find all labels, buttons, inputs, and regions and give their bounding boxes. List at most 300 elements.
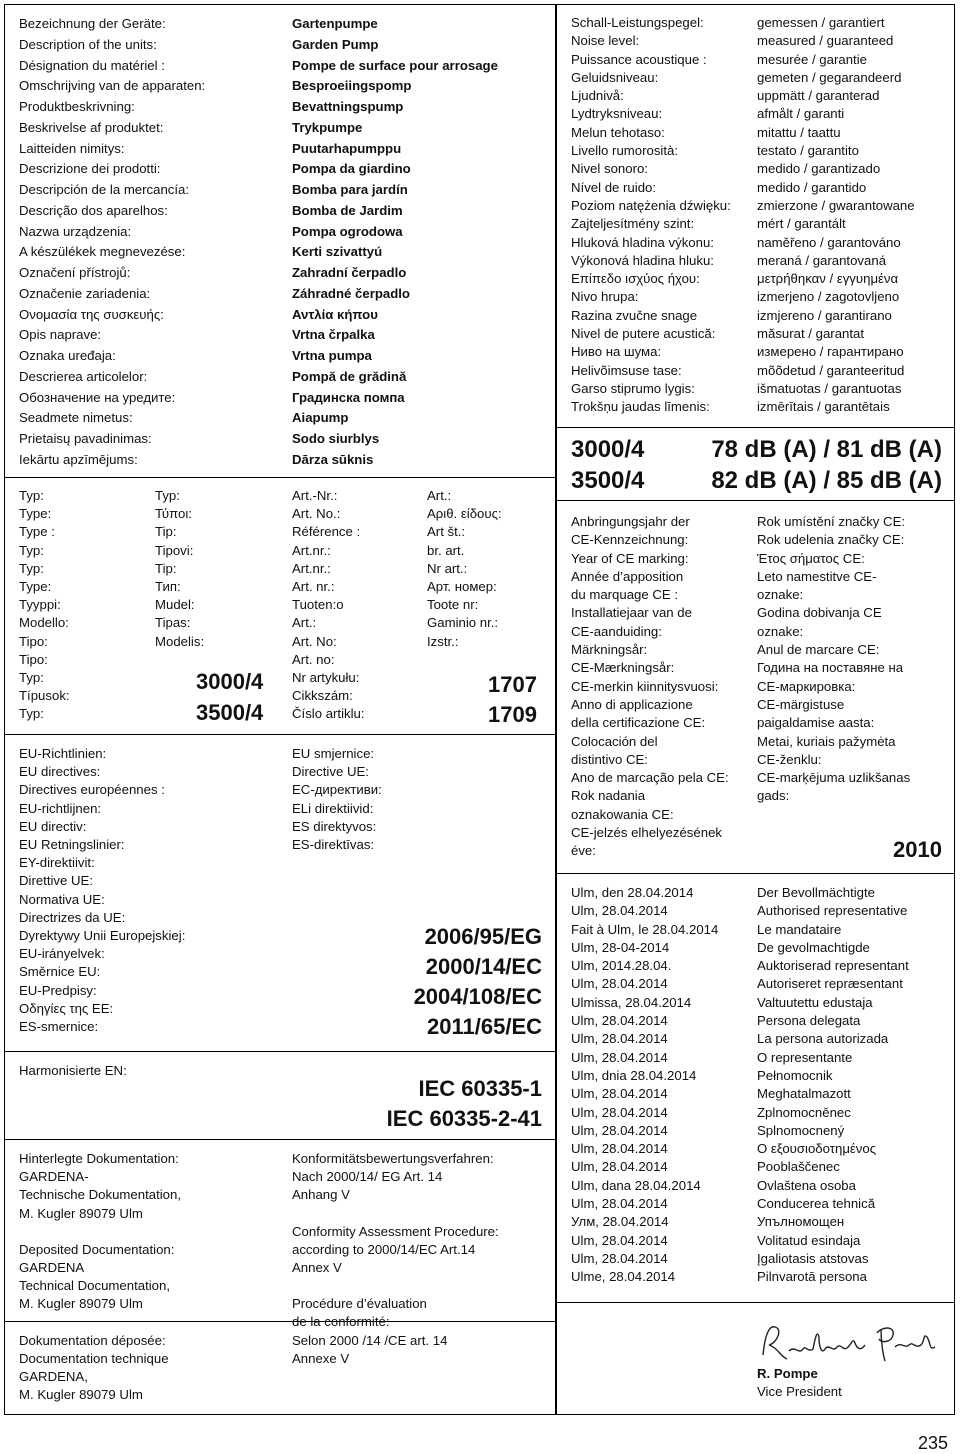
designation-value: Αντλία κήπου <box>292 306 378 322</box>
designation-value: Bevattningspump <box>292 99 404 114</box>
signature-role: Meghatalmazott <box>757 1086 851 1102</box>
designation-value: Kerti szivattyú <box>292 244 383 260</box>
directive-label: EU directives: <box>19 764 101 780</box>
designation-value: Záhradné čerpadlo <box>292 285 410 301</box>
type-label: Tyyppi: <box>19 597 61 613</box>
documentation-line: GARDENA- <box>19 1169 89 1185</box>
designation-label: Seadmete nimetus: <box>19 410 133 426</box>
documentation-line: Procédure d’évaluation <box>292 1296 427 1312</box>
ce-year-label: CE-jelzés elhelyezésének <box>571 825 722 841</box>
designation-label: Description of the units: <box>19 36 157 52</box>
art-label: Art. nr.: <box>292 579 335 595</box>
directive-label: Směrnice EU: <box>19 964 101 980</box>
noise-label: Lydtryksniveau: <box>571 106 663 122</box>
designation-value: Pompa da giardino <box>292 161 411 177</box>
type-label: Typ: <box>19 560 44 576</box>
designation-label: Laitteiden nimitys: <box>19 140 125 156</box>
ce-year-label: Installatiejaar van de <box>571 605 692 621</box>
directive-label: Directives européennes : <box>19 782 165 798</box>
signature-role: Įgaliotasis atstovas <box>757 1250 869 1266</box>
noise-value: išmatuotas / garantuotas <box>757 380 902 396</box>
art-number-1707: 1707 <box>488 672 537 697</box>
documentation-group <box>19 1332 181 1405</box>
documentation-right <box>292 1150 499 1368</box>
designation-value: Besproeiingspomp <box>292 78 412 94</box>
signature-role: Упълномощен <box>757 1214 845 1230</box>
ce-year-label: CE-маркировка: <box>757 678 856 694</box>
divider <box>556 500 955 501</box>
noise-value: измерено / гарантирано <box>757 344 904 360</box>
directive-label: Dyrektywy Unii Europejskiej: <box>19 928 186 944</box>
ce-year-label: Ano de marcação pela CE: <box>571 770 729 786</box>
signature-roles <box>757 884 909 1287</box>
art-label: Art št.: <box>427 524 466 540</box>
signature-role: O representante <box>757 1049 853 1065</box>
noise-value: măsurat / garantat <box>757 326 865 342</box>
designation-value: Aiapump <box>292 410 349 426</box>
signature-date: Ulm, 28.04.2014 <box>571 1031 668 1047</box>
designation-label: A készülékek megnevezése: <box>19 244 186 260</box>
directive-label: EU-Richtlinien: <box>19 746 107 761</box>
designation-label: Prietaisų pavadinimas: <box>19 431 152 446</box>
noise-result-3500-4: 82 dB (A) / 85 dB (A) <box>711 467 942 494</box>
documentation-line: de la conformité: <box>292 1314 390 1330</box>
art-label: Art.nr.: <box>292 560 331 576</box>
noise-label: Hluková hladina výkonu: <box>571 234 714 250</box>
documentation-line: Documentation technique <box>19 1350 169 1366</box>
signature-date: Fait à Ulm, le 28.04.2014 <box>571 921 719 937</box>
harmonised-values <box>340 1074 542 1134</box>
noise-label: Nivel de putere acustică: <box>571 326 716 342</box>
art-label: Nr artykułu: <box>292 670 360 686</box>
noise-value: medido / garantido <box>757 179 867 195</box>
art-label: Číslo artiklu: <box>292 706 365 722</box>
noise-label: Výkonová hladina hluku: <box>571 252 714 268</box>
designation-value: Trykpumpe <box>292 119 363 135</box>
signature-role: Pełnomocnik <box>757 1067 833 1083</box>
noise-value: measured / guaranteed <box>757 33 894 49</box>
noise-label: Schall-Leistungspegel: <box>571 15 704 30</box>
documentation-line: Konformitätsbewertungsverfahren: <box>292 1151 494 1166</box>
signature-date: Ulm, 28.04.2014 <box>571 976 668 992</box>
signature-role: La persona autorizada <box>757 1031 889 1047</box>
designation-value: Bomba para jardín <box>292 182 408 197</box>
ce-year-label: CE-ženklu: <box>757 751 822 767</box>
art-number-1709: 1709 <box>488 702 537 727</box>
ce-year-label: gads: <box>757 788 790 804</box>
signature-date: Ulm, 28.04.2014 <box>571 1250 668 1266</box>
signature-date: Ulm, 28.04.2014 <box>571 1013 668 1029</box>
directive-label: Directrizes da UE: <box>19 909 126 925</box>
signature-date: Ulm, 28-04-2014 <box>571 939 670 955</box>
noise-model-3500-4: 3500/4 <box>571 467 645 494</box>
designation-value: Pompe de surface pour arrosage <box>292 57 498 73</box>
ce-year-label: Godina dobivanja CE <box>757 605 882 621</box>
directive-label: ES-smernice: <box>19 1019 99 1035</box>
signature-date: Ulm, dana 28.04.2014 <box>571 1177 701 1193</box>
ce-year-label: Rok udelenia značky CE: <box>757 532 905 548</box>
designation-value: Gartenpumpe <box>292 16 378 31</box>
type-label: Τύποι: <box>155 506 192 522</box>
ce-year-label: Year of CE marking: <box>571 550 689 566</box>
signature-date: Ulm, dnia 28.04.2014 <box>571 1067 697 1083</box>
signature-date: Ulme, 28.04.2014 <box>571 1269 676 1285</box>
signature-role: Authorised representative <box>757 903 908 919</box>
divider <box>4 1139 556 1140</box>
signature-role: De gevolmachtigde <box>757 939 870 955</box>
documentation-line: Annexe V <box>292 1350 350 1366</box>
ce-year-label: Märkningsår: <box>571 642 648 658</box>
directive-label: EU directiv: <box>19 818 87 834</box>
ce-year-label: Leto namestitve CE- <box>757 568 877 584</box>
art-label: Tuoten:o <box>292 597 344 613</box>
signatory-name: R. Pompe <box>757 1366 818 1381</box>
art-label: Gaminio nr.: <box>427 615 499 631</box>
ce-year-label: Rok nadania <box>571 788 646 804</box>
documentation-line: M. Kugler 89079 Ulm <box>19 1296 143 1312</box>
noise-value: gemeten / gegarandeerd <box>757 69 902 85</box>
noise-label: Nivo hrupa: <box>571 289 639 305</box>
directive-values <box>380 922 542 1042</box>
art-label: Art. No: <box>292 633 337 649</box>
ce-year-label: Année d’apposition <box>571 568 684 584</box>
designation-label: Обозначение на уредите: <box>19 389 176 405</box>
designation-label: Opis naprave: <box>19 327 102 343</box>
noise-value: izmerjeno / zagotovljeno <box>757 289 900 305</box>
type-label: Tip: <box>155 524 177 540</box>
directive-labels-left <box>19 745 185 1036</box>
harmonised-label: Harmonisierte EN: <box>19 1063 127 1078</box>
signature-date: Ulm, 28.04.2014 <box>571 1086 668 1102</box>
designation-value: Puutarhapumppu <box>292 140 402 156</box>
noise-values <box>757 14 915 417</box>
type-label: Type: <box>19 579 52 595</box>
model-3000-4: 3000/4 <box>196 669 264 694</box>
noise-label: Livello rumorosità: <box>571 143 679 159</box>
ce-year-label: Anno di applicazione <box>571 696 693 712</box>
signature-date: Ulm, 28.04.2014 <box>571 1049 668 1065</box>
noise-label: Puissance acoustique : <box>571 51 707 67</box>
type-label: Typ: <box>19 542 44 558</box>
signature-date: Ulmissa, 28.04.2014 <box>571 994 692 1010</box>
art-label: Art.nr.: <box>292 542 331 558</box>
designation-values <box>292 14 498 471</box>
signature-role: Ο εξουσιοδοτημένος <box>757 1141 877 1157</box>
noise-model-3000-4: 3000/4 <box>571 436 645 463</box>
ce-year-label: paigaldamise aasta: <box>757 715 875 731</box>
divider <box>556 1302 955 1303</box>
ce-year-label: CE-Kennzeichnung: <box>571 532 689 548</box>
noise-label: Noise level: <box>571 33 640 49</box>
noise-value: zmierzone / gwarantowane <box>757 197 915 213</box>
divider <box>556 427 955 428</box>
designation-value: Vrtna črpalka <box>292 327 375 343</box>
directive-value: 2006/95/EG <box>424 924 542 949</box>
directive-label: EU-Predpisy: <box>19 982 97 998</box>
noise-value: izmjereno / garantirano <box>757 307 892 323</box>
directive-label: ЕС-директиви: <box>292 782 382 798</box>
type-label: Typ: <box>19 670 44 686</box>
art-label: Nr art.: <box>427 560 468 576</box>
documentation-line: Dokumentation déposée: <box>19 1332 166 1348</box>
designation-value: Sodo siurblys <box>292 431 380 446</box>
harmonised-value: IEC 60335-2-41 <box>386 1106 542 1131</box>
type-label: Type : <box>19 524 55 540</box>
signature-date: Ulm, 28.04.2014 <box>571 1122 668 1138</box>
documentation-line: according to 2000/14/EC Art.14 <box>292 1241 476 1257</box>
directive-label: EY-direktiivit: <box>19 855 95 871</box>
signature-role: Der Bevollmächtigte <box>757 885 876 900</box>
type-label: Тип: <box>155 579 181 595</box>
ce-year-label: Година на поставяне на <box>757 660 904 676</box>
designation-value: Zahradní čerpadlo <box>292 265 407 280</box>
signature-role: Autoriseret repræsentant <box>757 976 903 992</box>
signature-date: Ulm, 28.04.2014 <box>571 1159 668 1175</box>
art-label: Toote nr: <box>427 597 479 613</box>
designation-label: Ονομασία της συσκευής: <box>19 306 164 322</box>
noise-value: testato / garantito <box>757 143 859 159</box>
divider <box>4 734 556 735</box>
signature-date: Ulm, 28.04.2014 <box>571 1232 668 1248</box>
ce-year-label: oznakowania CE: <box>571 806 674 822</box>
documentation-line: Hinterlegte Dokumentation: <box>19 1151 179 1166</box>
documentation-group <box>292 1295 499 1368</box>
documentation-left <box>19 1150 181 1404</box>
type-labels-col4 <box>427 487 502 651</box>
noise-label: Ljudnivå: <box>571 88 624 104</box>
directive-label: EU-richtlijnen: <box>19 800 102 816</box>
documentation-line: GARDENA, <box>19 1369 88 1385</box>
page-number: 235 <box>918 1433 949 1453</box>
signature-role: Ovlaštena osoba <box>757 1177 856 1193</box>
documentation-line: Annex V <box>292 1260 342 1276</box>
noise-label: Nivel sonoro: <box>571 161 648 177</box>
ce-year-label: CE-Mærkningsår: <box>571 660 675 676</box>
ce-year-value: 2010 <box>893 837 942 862</box>
signature-role: Splnomocnený <box>757 1122 845 1138</box>
designation-label: Označení přístrojů: <box>19 265 131 280</box>
designation-value: Garden Pump <box>292 36 379 52</box>
designation-label: Descrierea articolelor: <box>19 368 148 384</box>
ce-year-label: Anbringungsjahr der <box>571 514 690 529</box>
directive-label: EU-irányelvek: <box>19 946 105 962</box>
noise-label: Zajteljesítmény szint: <box>571 216 695 232</box>
art-label: Izstr.: <box>427 633 459 649</box>
noise-labels <box>571 14 731 417</box>
documentation-line: Conformity Assessment Procedure: <box>292 1223 499 1239</box>
designation-label: Označenie zariadenia: <box>19 285 151 301</box>
signature-date: Ulm, 2014.28.04. <box>571 958 672 974</box>
designation-label: Descripción de la mercancía: <box>19 182 190 197</box>
signature-date: Ulm, 28.04.2014 <box>571 1196 668 1212</box>
art-label: Art.-Nr.: <box>292 488 338 503</box>
ce-year-label: della certificazione CE: <box>571 715 706 731</box>
ce-year-label: Έτος σήματος CE: <box>757 550 865 566</box>
noise-label: Helivõimsuse tase: <box>571 362 682 378</box>
designation-labels <box>19 14 205 471</box>
art-label: Арт. номер: <box>427 579 497 595</box>
directive-label: EU Retningslinier: <box>19 837 125 853</box>
ce-year-label: CE-aanduiding: <box>571 623 662 639</box>
documentation-group <box>292 1150 499 1205</box>
type-label: Typ: <box>19 488 44 503</box>
ce-year-label: oznake: <box>757 623 804 639</box>
designation-value: Pompa ogrodowa <box>292 223 403 239</box>
directive-value: 2011/65/EC <box>427 1014 542 1039</box>
art-label: Référence : <box>292 524 361 540</box>
documentation-line: GARDENA <box>19 1260 85 1276</box>
noise-value: μετρήθηκαν / εγγυημένα <box>757 271 899 287</box>
ce-year-label: Anul de marcare CE: <box>757 642 880 658</box>
noise-label: Garso stiprumo lygis: <box>571 380 695 396</box>
signature-role: Pilnvarotā persona <box>757 1269 867 1285</box>
noise-value: meraná / garantovaná <box>757 252 887 268</box>
designation-value: Dārza sūknis <box>292 451 374 467</box>
ce-year-label: Colocación del <box>571 733 658 749</box>
noise-value: mitattu / taattu <box>757 124 841 140</box>
designation-label: Iekārtu apzīmējums: <box>19 451 138 467</box>
directive-labels-mid <box>292 745 382 854</box>
noise-value: gemessen / garantiert <box>757 15 885 30</box>
art-label: br. art. <box>427 542 465 558</box>
designation-value: Pompă de grădină <box>292 368 407 384</box>
noise-label: Melun tehotaso: <box>571 124 665 140</box>
documentation-line: Selon 2000 /14 /CE art. 14 <box>292 1332 448 1348</box>
signature-role: Persona delegata <box>757 1013 861 1029</box>
model-3500-4: 3500/4 <box>196 700 264 725</box>
type-label: Tipas: <box>155 615 191 631</box>
ce-year-label: CE-merkin kiinnitysvuosi: <box>571 678 719 694</box>
ce-year-labels-right <box>757 513 910 806</box>
signature-dates <box>571 884 718 1287</box>
art-label: Cikkszám: <box>292 688 353 704</box>
art-label: Αριθ. είδους: <box>427 506 502 522</box>
signature-role: Auktoriserad representant <box>757 958 909 974</box>
ce-year-label: CE-marķējuma uzlikšanas <box>757 770 911 786</box>
art-label: Art. No.: <box>292 506 341 522</box>
directive-label: Normativa UE: <box>19 891 105 907</box>
documentation-line: Deposited Documentation: <box>19 1241 175 1257</box>
signature-date: Улм, 28.04.2014 <box>571 1214 669 1230</box>
designation-label: Bezeichnung der Geräte: <box>19 16 166 31</box>
ce-year-label: du marquage CE : <box>571 587 679 603</box>
ce-year-label: CE-märgistuse <box>757 696 845 712</box>
noise-value: medido / garantizado <box>757 161 881 177</box>
designation-value: Vrtna pumpa <box>292 348 372 363</box>
signature-role: Pooblaščenec <box>757 1159 840 1175</box>
directive-label: EU smjernice: <box>292 746 375 761</box>
designation-label: Produktbeskrivning: <box>19 99 135 114</box>
noise-value: mesurée / garantie <box>757 51 867 67</box>
designation-label: Descrizione dei prodotti: <box>19 161 161 177</box>
signature-role: Volitatud esindaja <box>757 1232 861 1248</box>
art-label: Art.: <box>427 488 452 503</box>
type-label: Typ: <box>155 488 180 503</box>
documentation-line: Technische Dokumentation, <box>19 1187 182 1203</box>
noise-label: Nível de ruido: <box>571 179 657 195</box>
type-labels-col2 <box>155 487 204 651</box>
noise-value: mért / garantált <box>757 216 846 232</box>
directive-value: 2004/108/EC <box>413 984 542 1009</box>
type-label: Tip: <box>155 560 177 576</box>
signatory-title: Vice President <box>757 1384 842 1399</box>
noise-value: mõõdetud / garanteeritud <box>757 362 905 378</box>
documentation-line: M. Kugler 89079 Ulm <box>19 1205 143 1221</box>
documentation-line: Technical Documentation, <box>19 1278 171 1294</box>
noise-label: Poziom natężenia dźwięku: <box>571 197 731 213</box>
type-label: Mudel: <box>155 597 195 613</box>
noise-label: Razina zvučne snage <box>571 307 698 323</box>
directive-label: Οδηγίες της ΕΕ: <box>19 1000 114 1016</box>
documentation-line: Anhang V <box>292 1187 350 1203</box>
type-label: Tipovi: <box>155 542 194 558</box>
signature-role: Valtuutettu edustaja <box>757 994 873 1010</box>
directive-label: ES direktyvos: <box>292 818 377 834</box>
harmonised-value: IEC 60335-1 <box>418 1076 542 1101</box>
art-label: Art. no: <box>292 651 335 667</box>
type-label: Modelis: <box>155 633 205 649</box>
noise-label: Επίπεδο ισχύος ήχου: <box>571 271 700 287</box>
signature-date: Ulm, 28.04.2014 <box>571 903 668 919</box>
documentation-line: Nach 2000/14/ EG Art. 14 <box>292 1169 443 1185</box>
signature-role: Le mandataire <box>757 921 842 937</box>
documentation-group <box>19 1241 181 1314</box>
ce-year-labels-left <box>571 513 729 861</box>
noise-result-3000-4: 78 dB (A) / 81 dB (A) <box>711 436 942 463</box>
directive-label: Directive UE: <box>292 764 369 780</box>
ce-year-label: distintivo CE: <box>571 751 648 767</box>
noise-label: Trokšņu jaudas līmenis: <box>571 399 710 415</box>
directive-label: Direttive UE: <box>19 873 94 889</box>
type-label: Tipo: <box>19 633 48 649</box>
divider <box>4 1051 556 1052</box>
ce-year-label: oznake: <box>757 587 804 603</box>
documentation-group <box>292 1223 499 1278</box>
noise-value: afmålt / garanti <box>757 106 845 122</box>
divider <box>4 477 556 478</box>
type-label: Typ: <box>19 706 44 722</box>
documentation-line: M. Kugler 89079 Ulm <box>19 1387 143 1403</box>
ce-year-label: Metai, kuriais pažymėta <box>757 733 896 749</box>
directive-label: ES-direktīvas: <box>292 837 375 853</box>
type-label: Típusok: <box>19 688 70 704</box>
signature-role: Conducerea tehnică <box>757 1196 876 1212</box>
directive-value: 2000/14/EC <box>425 954 542 979</box>
type-label: Tipo: <box>19 651 48 667</box>
type-labels-col1 <box>19 487 70 724</box>
handwritten-signature <box>755 1315 945 1367</box>
designation-label: Désignation du matériel : <box>19 57 165 73</box>
directive-label: ELi direktiivid: <box>292 800 374 816</box>
signature-date: Ulm, 28.04.2014 <box>571 1141 668 1157</box>
type-label: Modello: <box>19 615 69 631</box>
designation-label: Oznaka uređaja: <box>19 348 116 363</box>
ce-year-label: éve: <box>571 843 596 859</box>
type-labels-col3 <box>292 487 365 724</box>
noise-label: Geluidsniveau: <box>571 69 659 85</box>
designation-label: Nazwa urządzenia: <box>19 223 132 239</box>
signature-date: Ulm, den 28.04.2014 <box>571 885 694 900</box>
designation-value: Bomba de Jardim <box>292 202 403 218</box>
divider <box>556 873 955 874</box>
noise-value: uppmätt / garanterad <box>757 88 880 104</box>
noise-value: izmērītais / garantētais <box>757 399 890 415</box>
designation-value: Градинска помпа <box>292 389 405 405</box>
designation-label: Descrição dos aparelhos: <box>19 202 168 218</box>
noise-label: Ниво на шума: <box>571 344 662 360</box>
designation-label: Beskrivelse af produktet: <box>19 119 164 135</box>
ce-year-label: Rok umístění značky CE: <box>757 514 906 529</box>
